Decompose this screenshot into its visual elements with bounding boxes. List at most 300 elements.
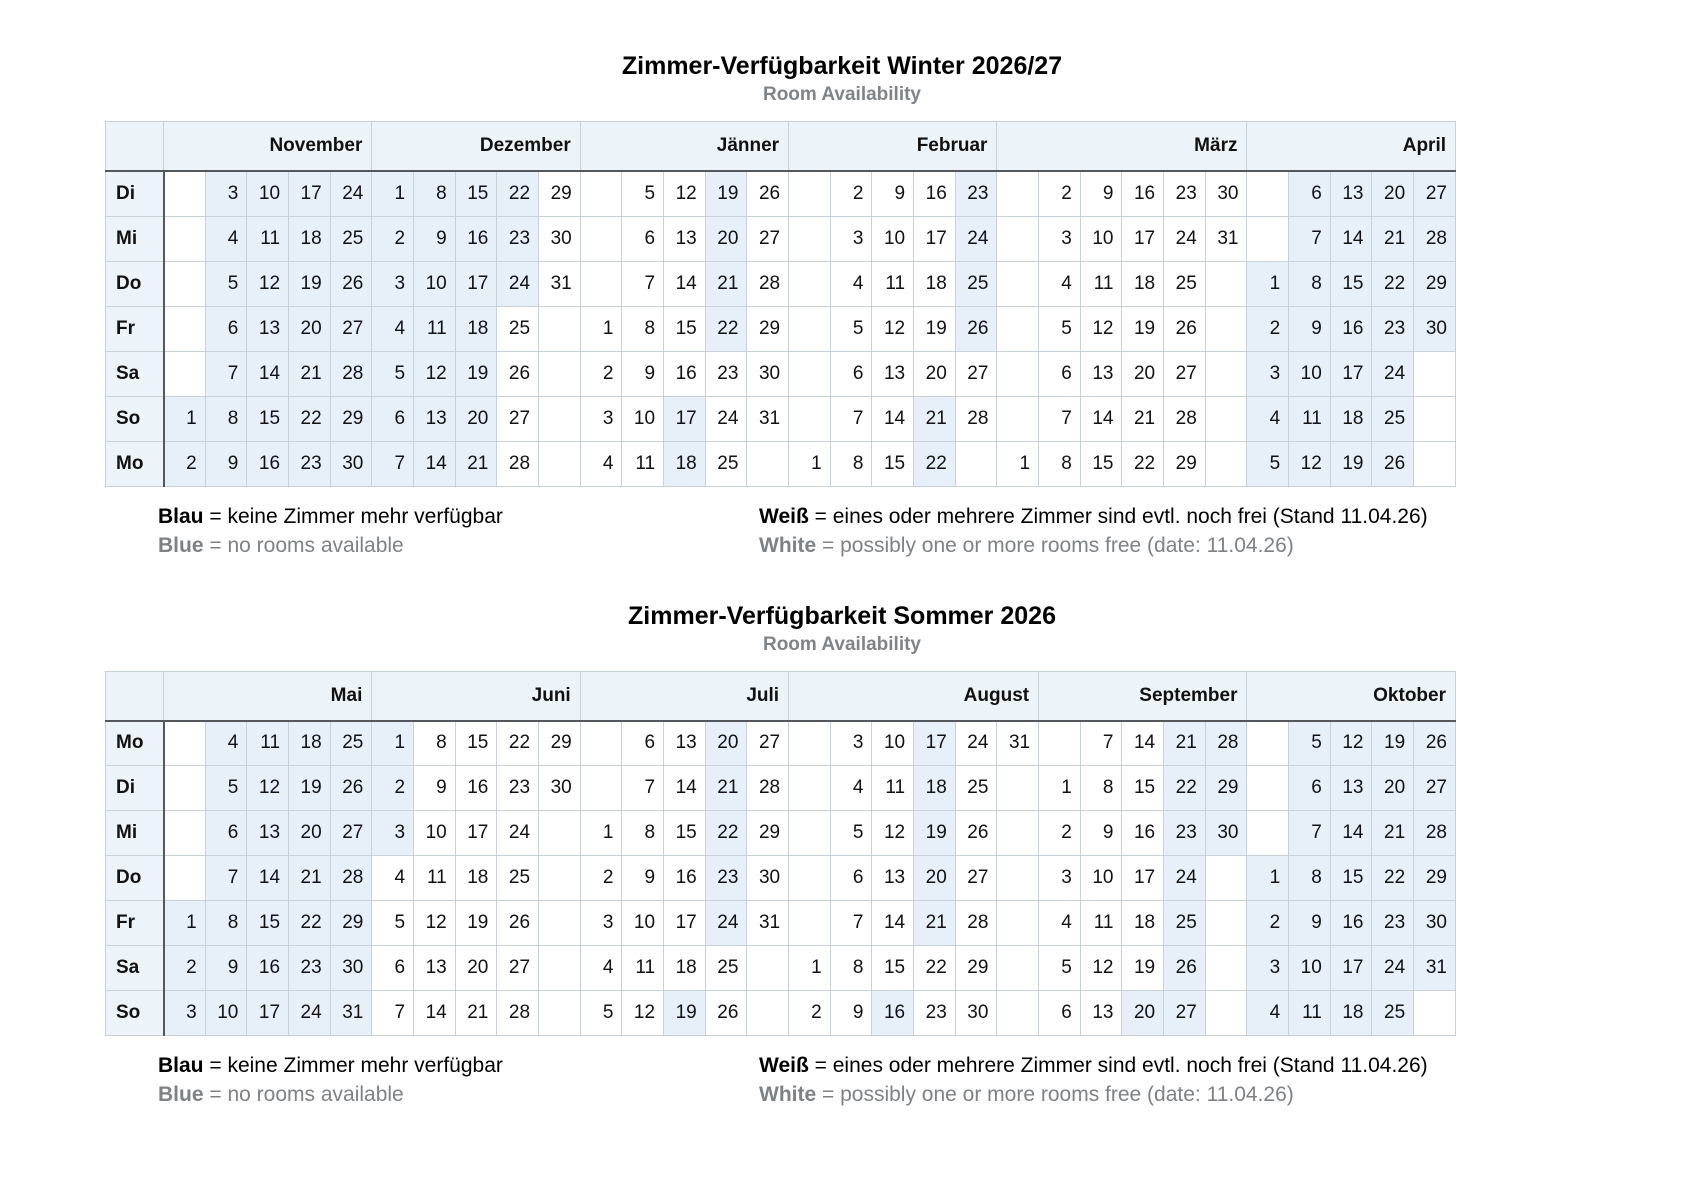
empty-cell [789,171,831,216]
legend-blue-term-en: Blue [158,1083,204,1106]
month-header: März [997,122,1247,172]
empty-cell [164,721,206,766]
day-cell: 6 [830,856,872,901]
day-cell: 16 [1330,901,1372,946]
empty-cell [789,856,831,901]
empty-cell [997,351,1039,396]
empty-cell [789,901,831,946]
day-label: So [106,396,164,441]
day-cell: 4 [372,306,414,351]
day-cell: 16 [455,216,497,261]
week-day-row [106,766,1456,811]
day-cell: 19 [914,306,956,351]
empty-cell [1205,396,1247,441]
day-cell: 25 [1164,901,1206,946]
day-cell: 26 [1164,306,1206,351]
day-cell: 19 [455,901,497,946]
day-cell: 1 [1039,766,1081,811]
empty-cell [1205,946,1247,991]
empty-cell [997,396,1039,441]
day-cell: 9 [1080,811,1122,856]
day-cell: 15 [1122,766,1164,811]
empty-cell [955,441,997,486]
empty-cell [1205,306,1247,351]
day-cell: 13 [1330,171,1372,216]
empty-cell [580,766,622,811]
day-cell: 28 [747,766,789,811]
empty-cell [1039,721,1081,766]
day-cell: 20 [1122,351,1164,396]
day-cell: 26 [1414,721,1456,766]
day-cell: 18 [455,856,497,901]
day-cell: 17 [1122,216,1164,261]
empty-cell [997,216,1039,261]
day-cell: 29 [747,811,789,856]
day-cell: 11 [1289,396,1331,441]
day-cell: 7 [372,991,414,1036]
day-cell: 30 [539,766,581,811]
day-cell: 28 [955,901,997,946]
legend-blue-en [158,1080,759,1109]
day-cell: 4 [830,261,872,306]
empty-cell [789,766,831,811]
day-cell: 20 [289,811,331,856]
day-cell: 2 [1247,306,1289,351]
day-cell: 12 [1080,946,1122,991]
legend-blue-term-de: Blau [158,504,204,528]
empty-cell [997,766,1039,811]
month-header: Juli [580,671,788,721]
day-cell: 24 [497,261,539,306]
day-cell: 23 [497,216,539,261]
day-cell: 17 [1122,856,1164,901]
day-cell: 19 [1330,441,1372,486]
day-cell: 11 [622,441,664,486]
day-cell: 3 [1247,946,1289,991]
empty-cell [1205,351,1247,396]
empty-cell [539,811,581,856]
day-cell: 24 [705,396,747,441]
empty-cell [1205,901,1247,946]
day-cell: 15 [1330,856,1372,901]
day-cell: 2 [164,946,206,991]
day-cell: 26 [955,306,997,351]
day-cell: 10 [622,901,664,946]
empty-cell [747,946,789,991]
empty-cell [164,811,206,856]
day-cell: 18 [914,261,956,306]
empty-cell [789,216,831,261]
day-cell: 5 [205,261,247,306]
month-header: Oktober [1247,671,1456,721]
day-cell: 1 [789,946,831,991]
day-cell: 4 [372,856,414,901]
day-cell: 21 [455,441,497,486]
month-header: Februar [789,122,997,172]
day-cell: 31 [1414,946,1456,991]
day-cell: 18 [289,216,331,261]
day-cell: 21 [455,991,497,1036]
day-cell: 15 [247,901,289,946]
day-cell: 13 [414,946,456,991]
week-day-row [106,721,1456,766]
day-cell: 25 [705,946,747,991]
corner-cell [106,671,164,721]
day-cell: 27 [1414,171,1456,216]
day-cell: 4 [1247,991,1289,1036]
day-cell: 29 [1164,441,1206,486]
day-cell: 30 [955,991,997,1036]
day-label: Do [106,261,164,306]
day-cell: 11 [1080,261,1122,306]
empty-cell [539,306,581,351]
day-label: Sa [106,946,164,991]
empty-cell [997,856,1039,901]
empty-cell [164,856,206,901]
day-cell: 10 [872,216,914,261]
empty-cell [789,396,831,441]
day-cell: 17 [455,811,497,856]
day-cell: 24 [705,901,747,946]
day-cell: 25 [330,721,372,766]
day-cell: 23 [1372,901,1414,946]
day-cell: 2 [372,766,414,811]
month-header: November [164,122,372,172]
empty-cell [747,991,789,1036]
day-cell: 7 [830,901,872,946]
day-cell: 19 [914,811,956,856]
legend-white-term-de: Weiß [759,504,809,528]
day-cell: 30 [1414,306,1456,351]
week-day-row [106,351,1456,396]
winter-title: Zimmer-Verfügbarkeit Winter 2026/27 [621,52,1063,80]
day-cell: 1 [372,171,414,216]
day-cell: 10 [414,261,456,306]
day-cell: 8 [1289,261,1331,306]
day-cell: 4 [1247,396,1289,441]
empty-cell [539,901,581,946]
legend-blue-text-en: = no rooms available [209,533,404,557]
day-cell: 4 [830,766,872,811]
day-cell: 26 [955,811,997,856]
day-cell: 9 [1289,306,1331,351]
day-cell: 15 [455,721,497,766]
day-cell: 11 [414,306,456,351]
day-cell: 12 [247,261,289,306]
day-cell: 19 [455,351,497,396]
day-cell: 21 [914,901,956,946]
day-cell: 24 [1372,946,1414,991]
winter-subtitle: Room Availability [762,84,921,105]
day-cell: 5 [205,766,247,811]
day-cell: 18 [455,306,497,351]
week-day-row [106,396,1456,441]
empty-cell [1414,441,1456,486]
day-cell: 16 [1122,811,1164,856]
day-cell: 5 [1247,441,1289,486]
day-cell: 18 [1122,261,1164,306]
day-cell: 30 [1205,171,1247,216]
day-cell: 9 [622,856,664,901]
empty-cell [539,351,581,396]
day-cell: 20 [914,351,956,396]
day-cell: 17 [289,171,331,216]
day-cell: 25 [955,766,997,811]
month-header: September [1039,671,1247,721]
day-cell: 14 [1330,811,1372,856]
winter-availability-table [105,121,1456,487]
empty-cell [1205,261,1247,306]
month-header: Mai [164,671,372,721]
day-cell: 23 [1164,171,1206,216]
day-cell: 1 [1247,261,1289,306]
day-label: Mi [106,216,164,261]
day-cell: 3 [1247,351,1289,396]
empty-cell [1414,396,1456,441]
day-cell: 25 [1372,991,1414,1036]
empty-cell [747,441,789,486]
winter-availability-section [0,0,1684,560]
day-cell: 24 [497,811,539,856]
day-cell: 21 [1122,396,1164,441]
day-cell: 17 [914,721,956,766]
day-cell: 1 [997,441,1039,486]
legend-white-text-de: = eines oder mehrere Zimmer sind evtl. noch frei (Stand 11.04.26) [814,1054,1428,1077]
month-header: Dezember [372,122,580,172]
summer-availability-section [0,560,1684,1110]
day-cell: 30 [1414,901,1456,946]
day-cell: 11 [414,856,456,901]
day-cell: 12 [1080,306,1122,351]
day-cell: 3 [580,901,622,946]
summer-availability-table [105,671,1456,1037]
day-cell: 12 [872,811,914,856]
day-cell: 21 [1164,721,1206,766]
day-cell: 28 [747,261,789,306]
day-label: Sa [106,351,164,396]
day-cell: 5 [1039,946,1081,991]
day-cell: 6 [372,396,414,441]
day-cell: 3 [1039,856,1081,901]
legend-blue-text-en: = no rooms available [209,1083,404,1106]
day-cell: 28 [1205,721,1247,766]
day-cell: 17 [1330,946,1372,991]
day-cell: 2 [372,216,414,261]
summer-legend [158,1051,1684,1109]
day-cell: 28 [330,856,372,901]
legend-blue-de [158,1051,759,1080]
empty-cell [164,216,206,261]
day-cell: 24 [1372,351,1414,396]
day-cell: 19 [1372,721,1414,766]
day-cell: 20 [1372,766,1414,811]
day-cell: 7 [1080,721,1122,766]
week-day-row [106,261,1456,306]
day-cell: 26 [747,171,789,216]
day-cell: 27 [747,721,789,766]
day-label: Fr [106,901,164,946]
day-cell: 13 [1330,766,1372,811]
day-cell: 11 [247,721,289,766]
day-cell: 24 [289,991,331,1036]
day-cell: 4 [1039,901,1081,946]
day-cell: 13 [664,216,706,261]
day-cell: 8 [622,306,664,351]
day-cell: 6 [205,306,247,351]
day-cell: 12 [247,766,289,811]
empty-cell [997,811,1039,856]
day-cell: 10 [1289,351,1331,396]
empty-cell [164,261,206,306]
legend-blue-en [158,531,759,560]
day-cell: 31 [1205,216,1247,261]
day-cell: 24 [330,171,372,216]
week-day-row [106,856,1456,901]
day-cell: 14 [664,261,706,306]
day-cell: 21 [1372,216,1414,261]
day-cell: 13 [247,811,289,856]
legend-white-text-en: = possibly one or more rooms free (date: 11.04.26) [822,533,1294,557]
day-cell: 11 [1080,901,1122,946]
legend-white-text-en: = possibly one or more rooms free (date: 11.04.26) [822,1083,1294,1106]
day-cell: 9 [830,991,872,1036]
empty-cell [997,946,1039,991]
day-cell: 8 [414,721,456,766]
day-cell: 29 [747,306,789,351]
legend-white-term-en: White [759,1083,817,1106]
day-cell: 12 [622,991,664,1036]
day-label: So [106,991,164,1036]
day-cell: 2 [580,856,622,901]
empty-cell [164,351,206,396]
day-cell: 19 [1122,946,1164,991]
day-cell: 17 [664,396,706,441]
day-cell: 18 [1330,396,1372,441]
day-cell: 16 [247,441,289,486]
day-cell: 29 [330,901,372,946]
week-day-row [106,171,1456,216]
day-cell: 22 [914,946,956,991]
day-label: Fr [106,306,164,351]
day-cell: 25 [955,261,997,306]
day-label: Mo [106,721,164,766]
day-cell: 5 [580,991,622,1036]
day-cell: 20 [289,306,331,351]
day-cell: 23 [955,171,997,216]
empty-cell [1205,856,1247,901]
empty-cell [1247,766,1289,811]
day-cell: 8 [1289,856,1331,901]
legend-white-term-en: White [759,533,817,557]
week-day-row [106,901,1456,946]
day-cell: 28 [1414,216,1456,261]
day-cell: 30 [747,856,789,901]
day-cell: 28 [1414,811,1456,856]
day-cell: 26 [330,261,372,306]
day-cell: 11 [872,261,914,306]
day-cell: 12 [1330,721,1372,766]
empty-cell [997,261,1039,306]
day-cell: 6 [1039,991,1081,1036]
day-cell: 2 [1039,171,1081,216]
empty-cell [997,901,1039,946]
day-cell: 7 [1289,811,1331,856]
day-cell: 1 [164,396,206,441]
empty-cell [1414,991,1456,1036]
day-cell: 16 [872,991,914,1036]
summer-title: Zimmer-Verfügbarkeit Sommer 2026 [628,601,1056,630]
day-cell: 30 [330,946,372,991]
day-cell: 7 [372,441,414,486]
day-cell: 8 [622,811,664,856]
day-cell: 6 [372,946,414,991]
day-cell: 27 [497,946,539,991]
day-label: Di [106,171,164,216]
empty-cell [539,991,581,1036]
day-cell: 31 [997,721,1039,766]
day-cell: 5 [622,171,664,216]
week-day-row [106,216,1456,261]
day-cell: 19 [705,171,747,216]
day-cell: 2 [1247,901,1289,946]
day-cell: 29 [330,396,372,441]
day-cell: 14 [664,766,706,811]
empty-cell [164,306,206,351]
day-cell: 29 [539,721,581,766]
day-cell: 6 [830,351,872,396]
day-cell: 23 [289,946,331,991]
day-cell: 16 [664,856,706,901]
day-cell: 7 [205,856,247,901]
day-cell: 14 [1122,721,1164,766]
day-cell: 2 [830,171,872,216]
day-cell: 13 [414,396,456,441]
day-cell: 27 [1164,351,1206,396]
day-cell: 3 [164,991,206,1036]
day-cell: 13 [247,306,289,351]
day-cell: 6 [622,721,664,766]
day-cell: 3 [580,396,622,441]
day-cell: 11 [1289,991,1331,1036]
day-cell: 7 [622,766,664,811]
day-cell: 1 [164,901,206,946]
day-cell: 14 [872,396,914,441]
day-cell: 22 [289,396,331,441]
day-cell: 22 [705,306,747,351]
day-cell: 9 [414,766,456,811]
day-cell: 8 [414,171,456,216]
day-cell: 11 [872,766,914,811]
day-cell: 5 [372,901,414,946]
day-cell: 23 [705,856,747,901]
day-cell: 14 [1330,216,1372,261]
empty-cell [997,306,1039,351]
day-cell: 12 [1289,441,1331,486]
day-cell: 19 [1122,306,1164,351]
day-cell: 9 [872,171,914,216]
day-cell: 29 [955,946,997,991]
month-header: April [1247,122,1456,172]
day-cell: 4 [1039,261,1081,306]
empty-cell [1247,811,1289,856]
day-cell: 10 [1080,856,1122,901]
day-cell: 9 [205,441,247,486]
legend-blue-term-de: Blau [158,1054,204,1077]
day-cell: 8 [830,441,872,486]
day-cell: 18 [664,441,706,486]
day-cell: 27 [1164,991,1206,1036]
day-cell: 3 [372,811,414,856]
